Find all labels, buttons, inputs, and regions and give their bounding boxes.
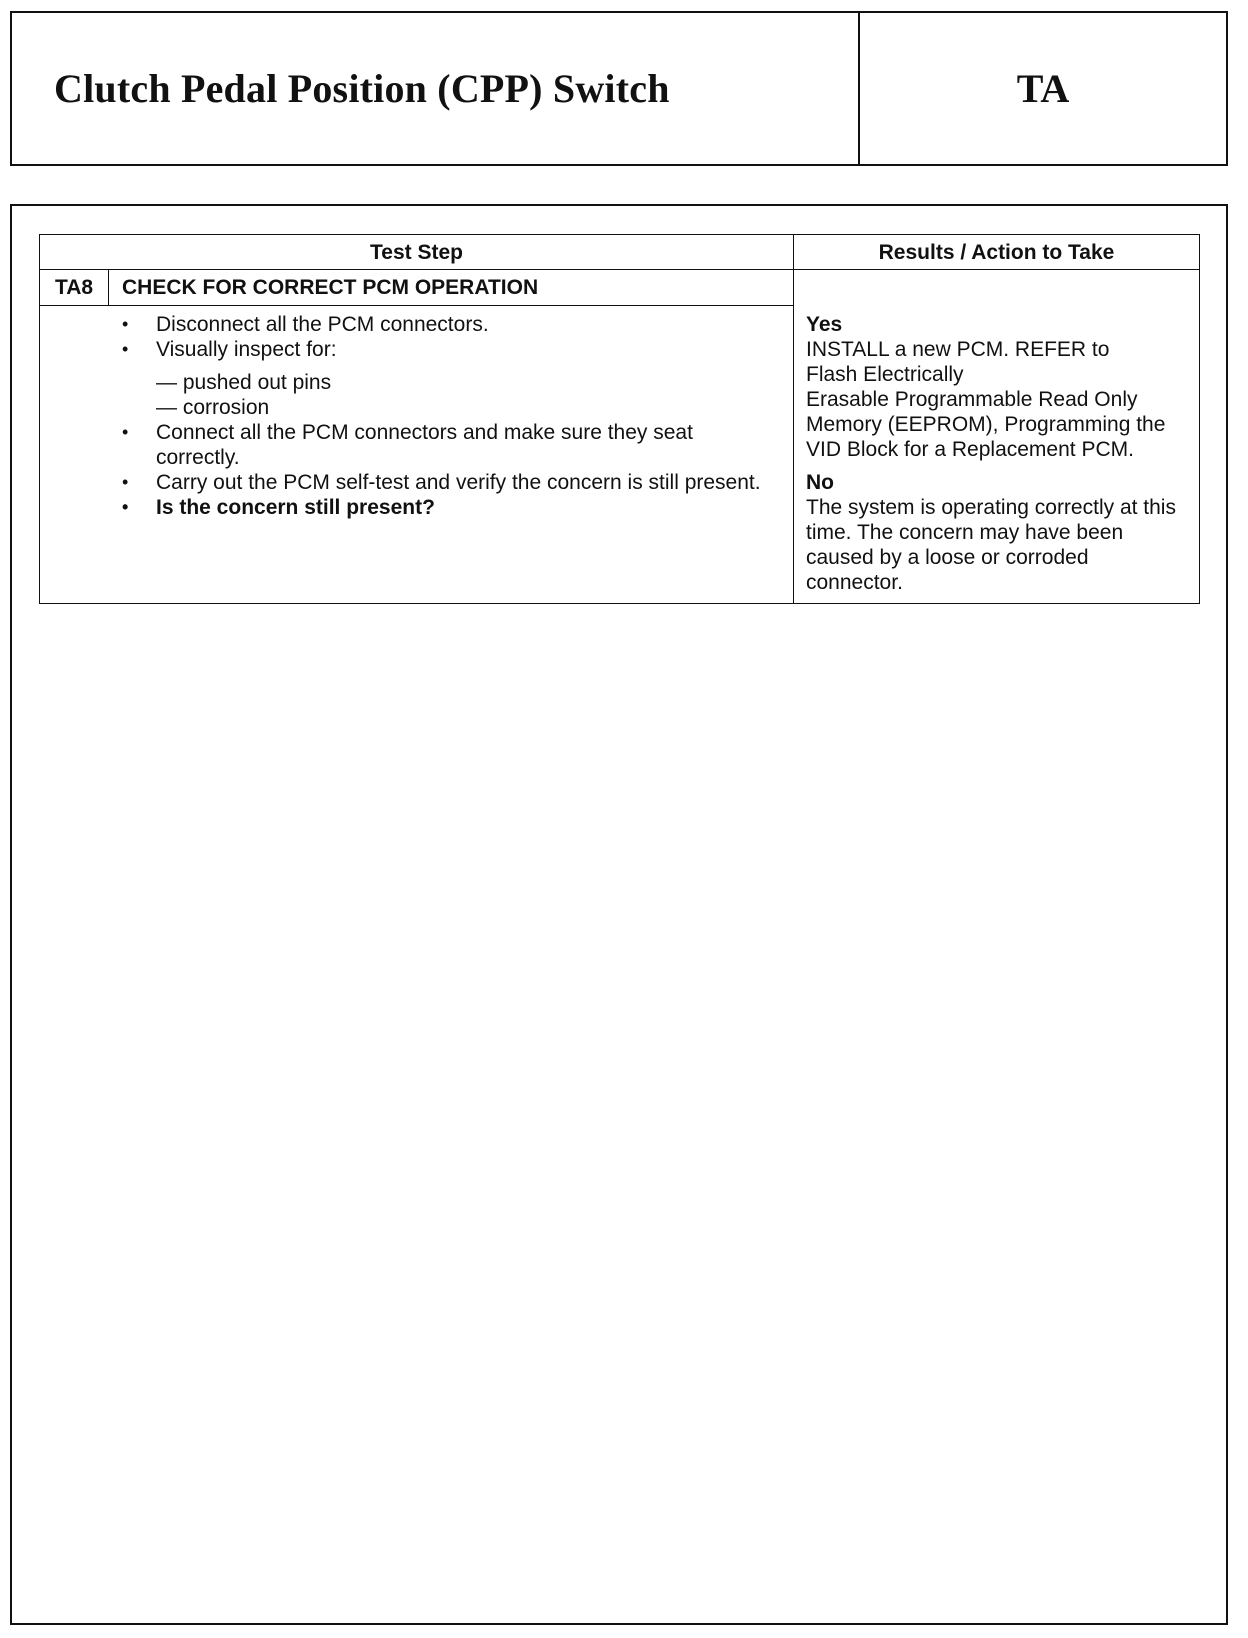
test-step-table	[39, 234, 1200, 604]
step-title: CHECK FOR CORRECT PCM OPERATION	[109, 270, 794, 306]
result-no-text: The system is operating correctly at this time. The concern may have been caused by a loose or corroded connector.	[806, 496, 1176, 594]
list-item-question: • Is the concern still present?	[122, 495, 763, 520]
results-cell	[794, 270, 1200, 604]
header-title-cell	[12, 13, 860, 164]
step-id: TA8	[40, 270, 109, 306]
result-yes-label: Yes	[806, 313, 843, 336]
result-yes-line1: INSTALL a new PCM. REFER to	[806, 338, 1110, 361]
column-header-test-step: Test Step	[40, 235, 794, 270]
inspection-sub-list	[156, 370, 763, 420]
step-title-row	[40, 270, 1200, 306]
instruction-list	[122, 312, 763, 520]
column-header-results: Results / Action to Take	[794, 235, 1200, 270]
step-instructions-cell	[40, 306, 794, 604]
list-item: • Carry out the PCM self-test and verify the concern is still present.	[122, 470, 763, 495]
section-code: TA	[1016, 66, 1070, 111]
list-item: • Connect all the PCM connectors and make sure they seat correctly.	[122, 420, 763, 470]
result-yes-line3: Erasable Programmable Read Only Memory (EEPROM), Programming the VID Block for a Replacement PCM.	[806, 388, 1166, 461]
header-code-cell	[860, 13, 1226, 164]
sub-list-item: — corrosion	[156, 396, 270, 419]
result-yes-line2: Flash Electrically	[806, 363, 964, 386]
list-item	[122, 337, 763, 420]
list-item: • Disconnect all the PCM connectors.	[122, 312, 763, 337]
list-item-text: Visually inspect for:	[156, 338, 337, 361]
result-no-label: No	[806, 471, 834, 494]
sub-list-item: — pushed out pins	[156, 371, 332, 394]
page-header	[10, 11, 1228, 166]
page-title: Clutch Pedal Position (CPP) Switch	[54, 66, 670, 111]
content-frame	[10, 204, 1228, 1625]
table-header-row	[40, 235, 1200, 270]
